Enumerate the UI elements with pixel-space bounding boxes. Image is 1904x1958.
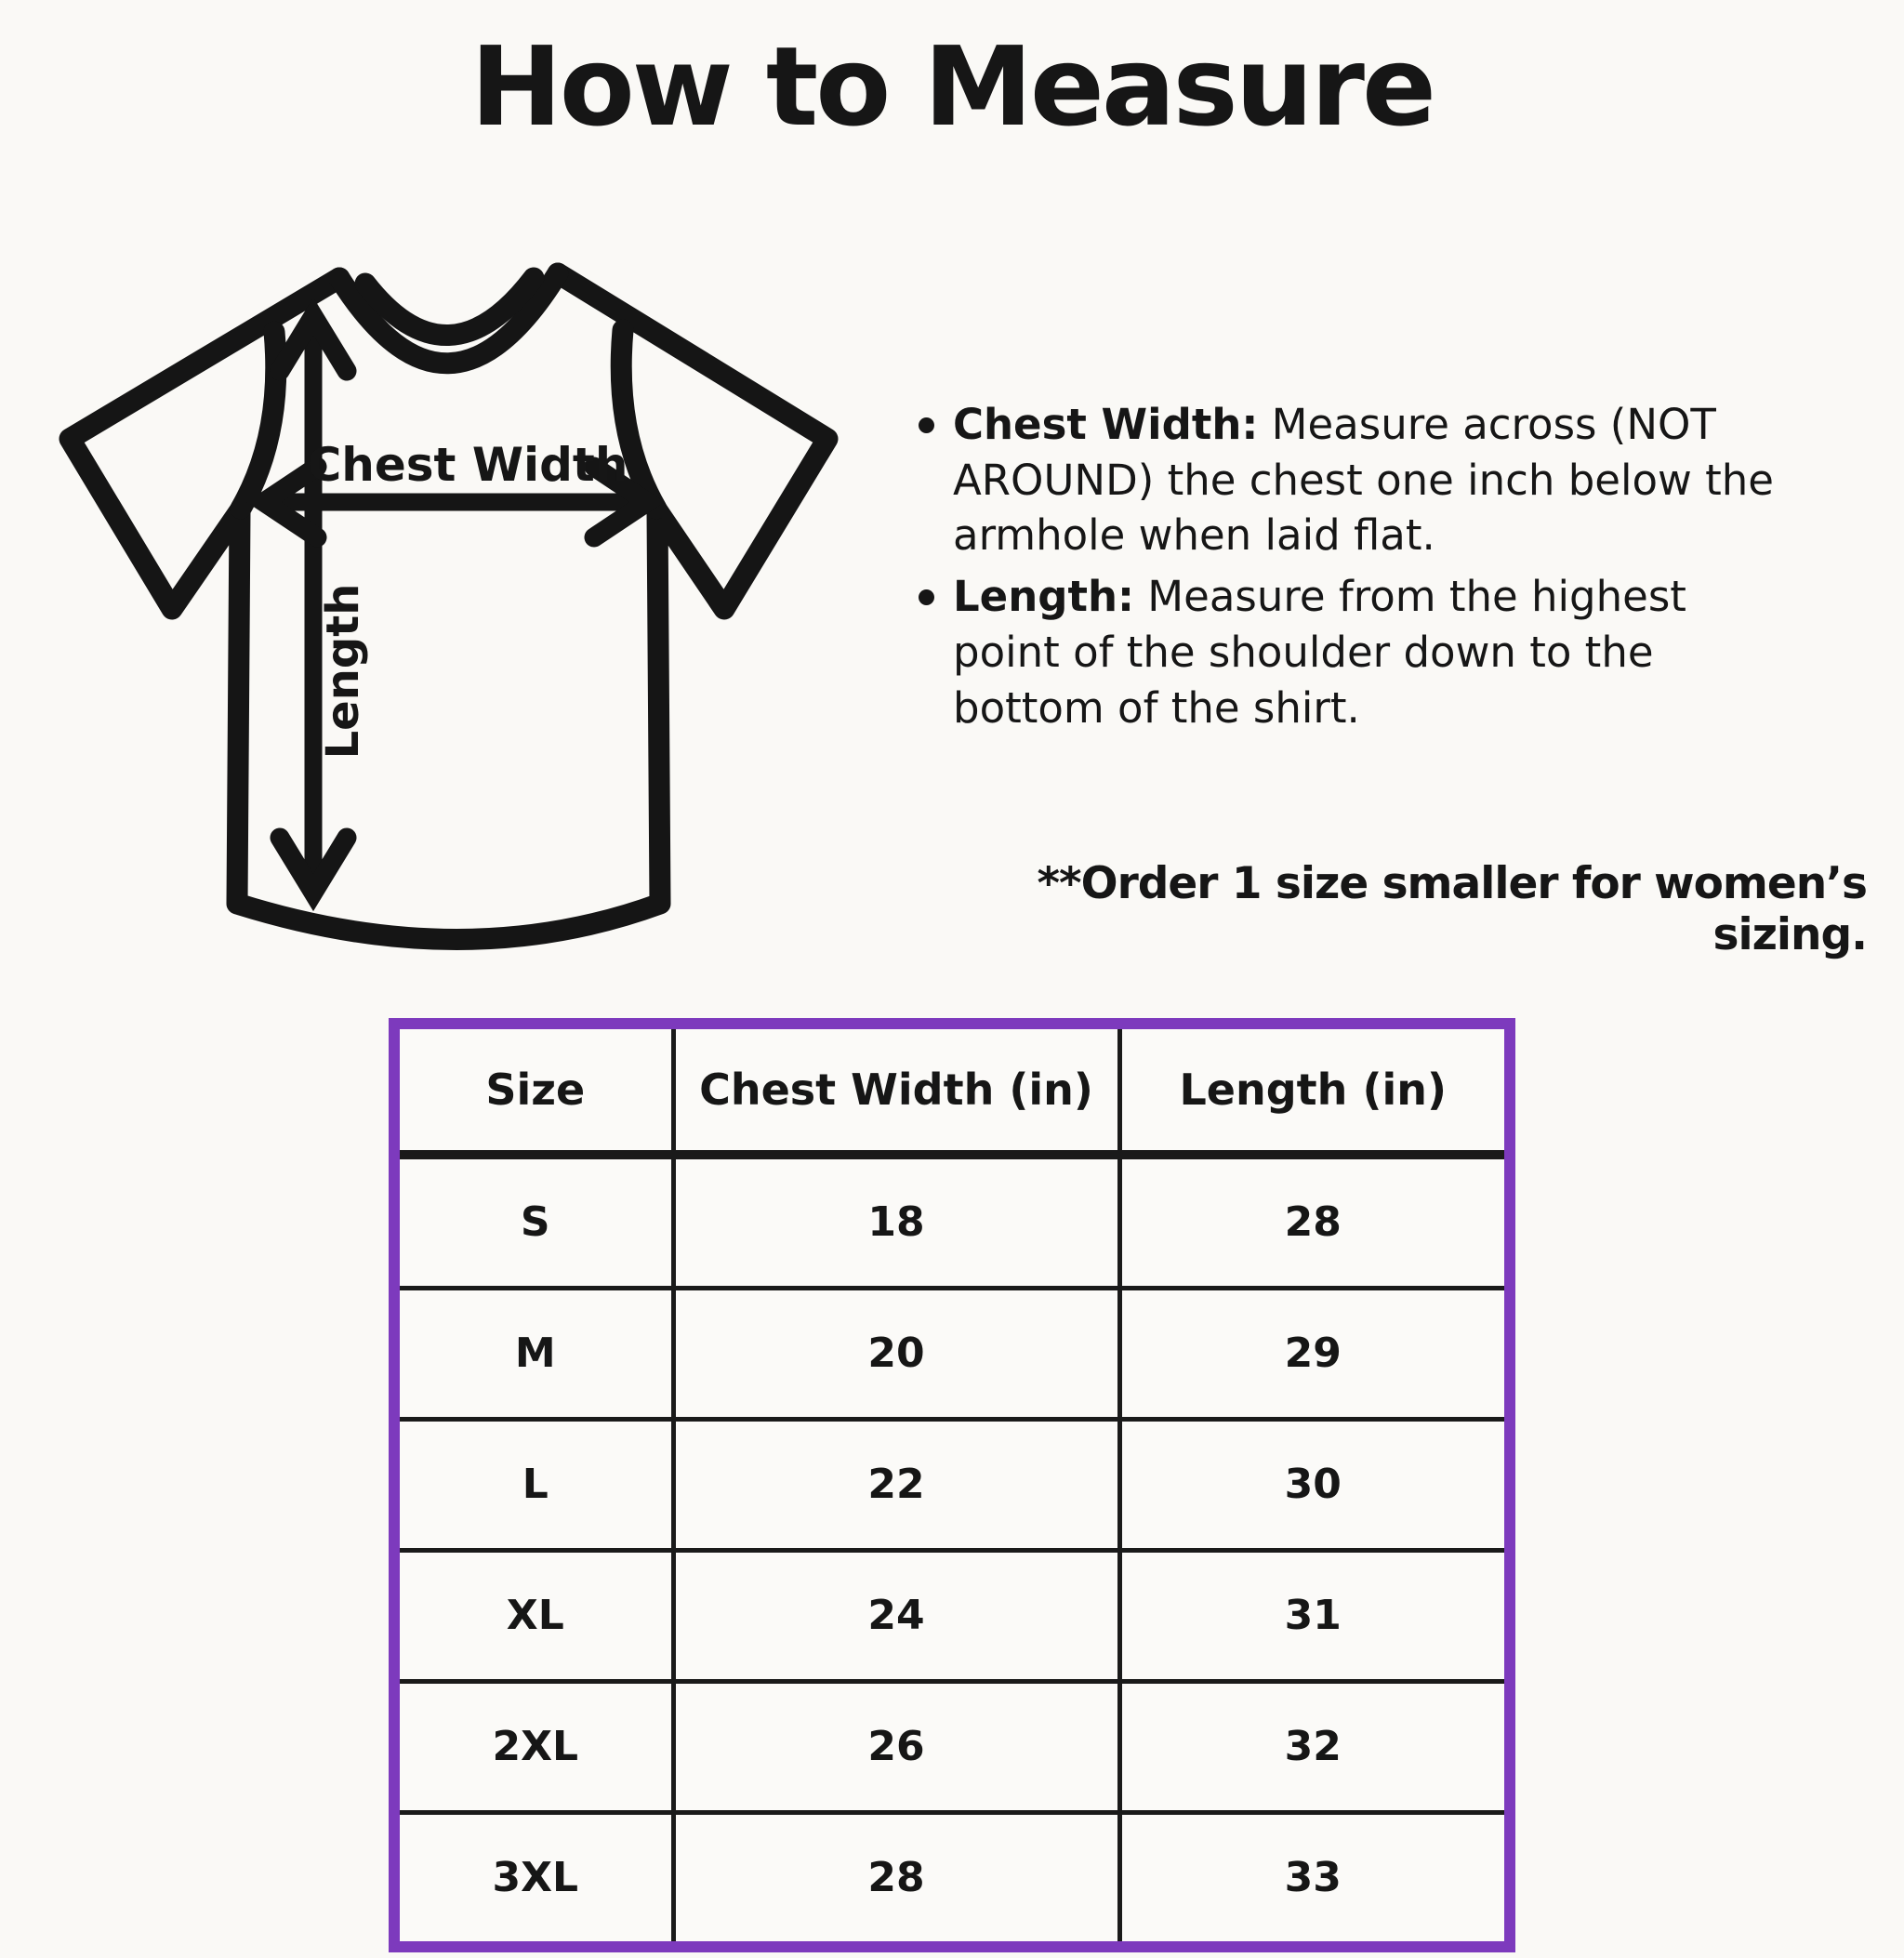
length-label: Length <box>317 583 369 760</box>
table-row <box>394 1419 1510 1550</box>
tshirt-diagram <box>37 224 911 992</box>
length-cell: 28 <box>1119 1155 1510 1289</box>
table-header-row <box>394 1024 1510 1155</box>
column-header: Size <box>394 1024 673 1155</box>
instruction-text-block <box>953 397 1804 564</box>
instruction-item-length <box>919 569 1804 736</box>
table-row <box>394 1550 1510 1681</box>
table-row <box>394 1812 1510 1947</box>
bullet-icon <box>919 589 934 605</box>
length-cell: 33 <box>1119 1812 1510 1947</box>
column-header: Chest Width (in) <box>673 1024 1119 1155</box>
left-sleeve-seam <box>241 332 276 509</box>
table-row <box>394 1155 1510 1289</box>
top-section <box>0 224 1904 992</box>
length-cell: 31 <box>1119 1550 1510 1681</box>
size-cell: XL <box>394 1550 673 1681</box>
bullet-icon <box>919 417 934 433</box>
instruction-term: Length: <box>953 572 1134 622</box>
length-cell: 29 <box>1119 1288 1510 1419</box>
chest-width-cell: 22 <box>673 1419 1119 1550</box>
instructions-list <box>919 397 1804 742</box>
page-title: How to Measure <box>469 22 1435 151</box>
size-table <box>389 1018 1515 1952</box>
tshirt-icon <box>46 258 865 992</box>
size-cell: 2XL <box>394 1681 673 1812</box>
column-header: Length (in) <box>1119 1024 1510 1155</box>
sizing-note: **Order 1 size smaller for women’s sizing. <box>1037 857 1867 960</box>
size-table-body <box>394 1155 1510 1947</box>
size-cell: M <box>394 1288 673 1419</box>
length-cell: 30 <box>1119 1419 1510 1550</box>
instructions-column <box>911 224 1867 992</box>
chest-width-cell: 18 <box>673 1155 1119 1289</box>
instruction-term: Chest Width: <box>953 399 1259 449</box>
size-cell: L <box>394 1419 673 1550</box>
chest-width-cell: 20 <box>673 1288 1119 1419</box>
instruction-text: Measure across (NOT AROUND) the chest one inch below the armhole when laid flat. <box>953 399 1774 561</box>
instruction-item-chest-width <box>919 397 1804 564</box>
chest-width-label: Chest Width <box>307 437 628 492</box>
instruction-text-block <box>953 569 1804 736</box>
instruction-text: Measure from the highest point of the shoulder down to the bottom of the shirt. <box>953 572 1686 733</box>
length-cell: 32 <box>1119 1681 1510 1812</box>
table-row <box>394 1681 1510 1812</box>
chest-width-cell: 24 <box>673 1550 1119 1681</box>
table-row <box>394 1288 1510 1419</box>
chest-width-cell: 26 <box>673 1681 1119 1812</box>
chest-width-cell: 28 <box>673 1812 1119 1947</box>
size-cell: S <box>394 1155 673 1289</box>
size-cell: 3XL <box>394 1812 673 1947</box>
